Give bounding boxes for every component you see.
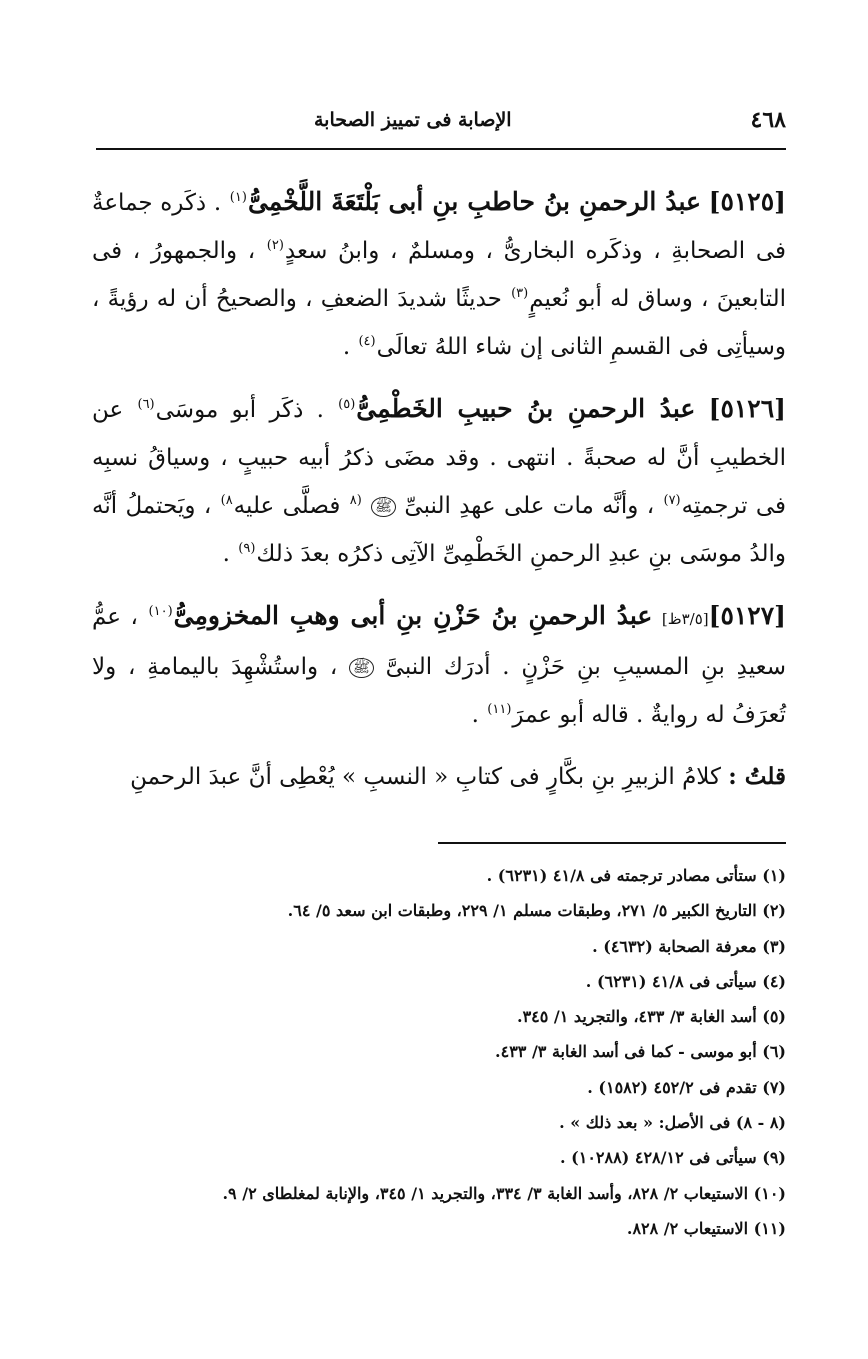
footnote-marker: (٦) [137,397,155,413]
main-text [92,178,786,815]
page-number: ٤٦٨ [750,107,786,133]
header-rule [96,148,786,150]
footnote-4: (٤) سيأتى فى ٤١/٨ (٦٢٣١) . [585,971,786,991]
footnote-10: (١٠) الاستيعاب ٢/ ٨٢٨، وأسد الغابة ٣/ ٣٣٤، والتجريد ١/ ٣٤٥، والإنابة لمغلطاى ٢/ ٩. [222,1183,786,1203]
footnote-1: (١) ستأتى مصادر ترجمته فى ٤١/٨ (٦٢٣١) . [486,866,786,885]
entry-text: فصلَّى عليه [233,493,349,519]
footnote-marker: (٣) [511,286,529,302]
footnote-2: (٢) التاريخ الكبير ٥/ ٢٧١، وطبقات مسلم ١/ ٢٢٩، وطبقات ابن سعد ٥/ ٦٤. [287,901,786,921]
footnote-marker: (١١) [487,702,512,718]
entry-text: ، عمُّ سعيدِ بنِ المسيبِ بنِ حَزْنٍ . أدرَك النبىَّ [92,604,787,680]
footnote-6: (٦) أبو موسى - كما فى أسد الغابة ٣/ ٤٣٣. [495,1042,786,1062]
footnote-marker: (١٠) [148,604,173,620]
footnote-9: (٩) سيأتى فى ٤٢٨/١٢ (١٠٢٨٨) . [560,1148,786,1168]
folio-reference: [٣/٥ظ] [661,610,709,628]
footnote-7: (٧) تقدم فى ٤٥٢/٢ (١٥٨٢) . [587,1077,786,1097]
entry-text: . [471,702,487,728]
footnote-marker: (٧) [663,493,681,509]
entry-text: ، واستُشْهِدَ باليمامةِ ، ولا تُعرَفُ له روايةٌ . قاله أبو عمرَ [92,654,786,728]
entry-text: . ذكَر أبو موسَى [155,397,338,423]
footnote-5: (٥) أسد الغابة ٣/ ٤٣٣، والتجريد ١/ ٣٤٥. [516,1007,786,1027]
footnote-marker: ٨) [220,493,233,509]
footnote-11: (١١) الاستيعاب ٢/ ٨٢٨. [626,1218,786,1238]
entry-text: ، والجمهورُ ، فى التابعينَ ، وساق له أبو نُعيمٍ [92,238,786,312]
footnote-marker: (٥) [338,397,356,413]
footnote-marker: (٩) [238,541,256,557]
entry-name: عبدُ الرحمنِ بنُ حاطبِ بنِ أبى بَلْتَعَةَ اللَّخْمِىُّ [247,187,701,216]
footnote-marker: (٨ [349,493,362,509]
footnote-marker: (٢) [266,238,284,254]
running-title: الإصابة فى تمييز الصحابة [314,109,512,131]
entry-text: ، وأنَّه مات على عهدِ النبىِّ [404,493,663,519]
qult-text: كلامُ الزبيرِ بنِ بكَّارٍ فى كتابِ « النسبِ » يُعْطِى أنَّ عبدَ الرحمنِ [130,764,729,790]
footnote-3: (٣) معرفة الصحابة (٤٦٣٢) . [592,936,786,956]
page-header [96,100,786,140]
entry-name: عبدُ الرحمنِ بنُ حبيبِ الخَطْمِىُّ [356,394,696,423]
entry-text: عن الخطيبِ أنَّ له صحبةً . انتهى . وقد مضَى ذكرُ أبيه حبيبٍ ، وسياقُ نسبِه فى ترجمتِه [92,397,787,519]
entry-text: . [222,541,238,567]
entry-5125 [92,178,786,371]
entry-text: ، ويَحتملُ أنَّه والدُ موسَى بنِ عبدِ الرحمنِ الخَطْمِىِّ الآتِى ذكرُه بعدَ ذلك [92,493,786,567]
entry-name: عبدُ الرحمنِ بنُ حَزْنِ بنِ أبى وهبِ المخزومِىُّ [173,601,653,630]
entry-number: [٥١٢٥] [708,187,786,216]
footnote-8: (٨ - ٨) فى الأصل: « بعد ذلك » . [559,1113,786,1133]
entry-text: . [342,334,358,360]
entry-text: حديثًا شديدَ الضعفِ ، والصحيحُ أن له رؤيةً ، وسيأتِى فى القسمِ الثانى إن شاء اللهُ تعالَى [92,286,786,360]
entry-number: [٥١٢٦] [708,394,787,423]
entry-number: [٥١٢٧] [708,601,787,630]
pbuh-seal-icon: ﷺ [371,497,396,517]
entry-5126 [92,385,786,578]
pbuh-seal-icon: ﷺ [349,658,374,678]
qult-paragraph [92,753,786,801]
entry-text: . ذكَره جماعةٌ فى الصحابةِ ، وذكَره البخارىُّ ، ومسلمٌ ، وابنُ سعدٍ [92,190,786,264]
footnote-rule [438,842,786,844]
qult-label: قلتُ : [728,763,786,790]
footnotes [96,858,786,1246]
footnote-marker: (٤) [358,334,376,350]
footnote-marker: (١) [229,190,247,206]
entry-5127 [92,592,786,739]
